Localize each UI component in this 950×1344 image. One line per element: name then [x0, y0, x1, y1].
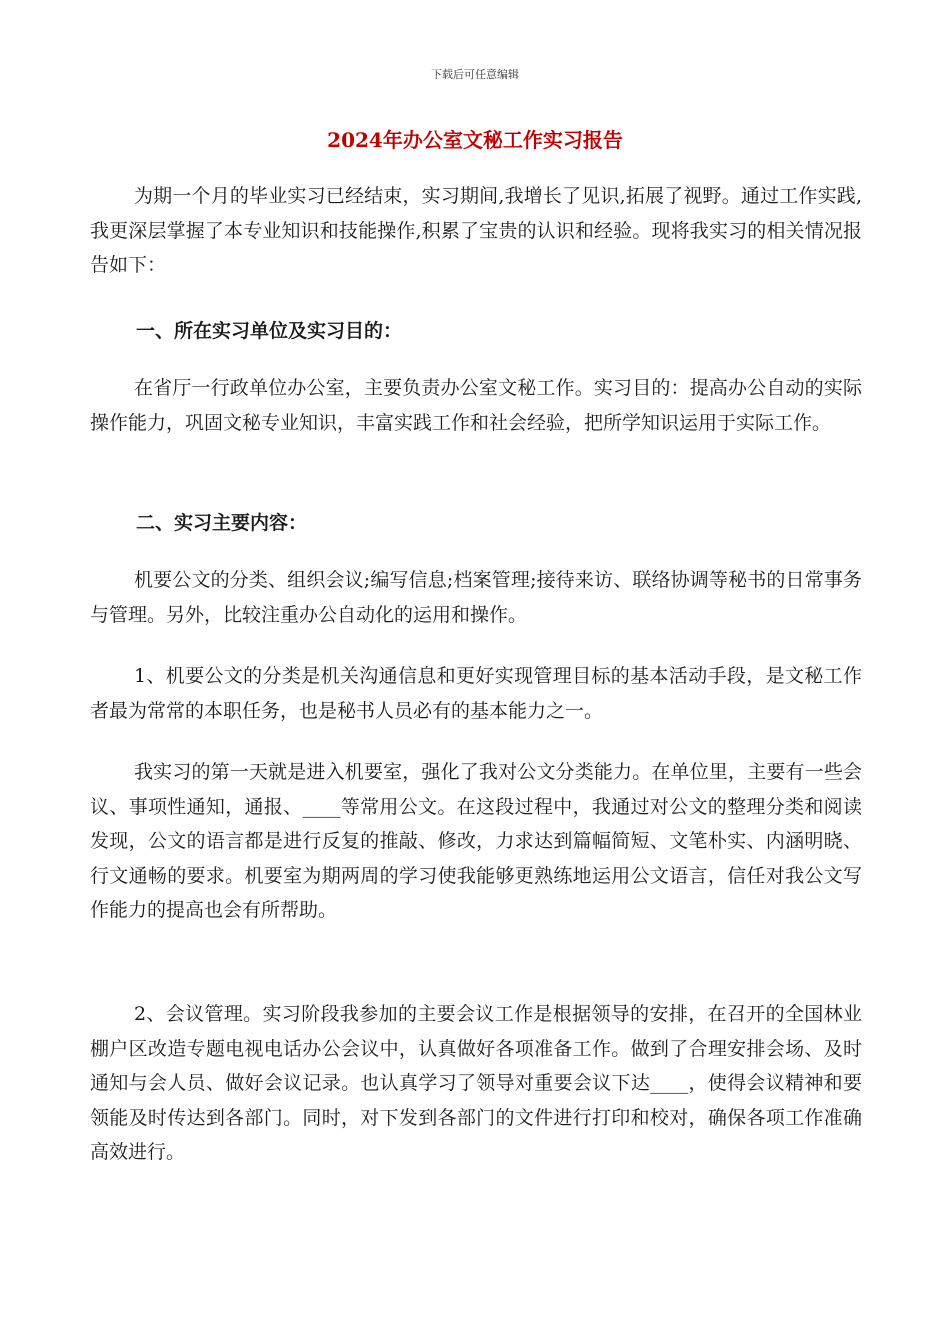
document-title: 2024年办公室文秘工作实习报告	[327, 128, 623, 152]
item2-paragraph	[90, 997, 862, 1170]
section2-text: 机要公文的分类、组织会议;编写信息;档案管理;接待来访、联络协调等秘书的日常事务与管理。另外，比较注重办公自动化的运用和操作。	[90, 569, 862, 626]
item2-text: 2、会议管理。实习阶段我参加的主要会议工作是根据领导的安排，在召开的全国林业棚户区改造专题电视电话办公会议中，认真做好各项准备工作。做到了合理安排会场、及时通知与会人员、做好会议记录。也认真学习了领导对重要会议下达____，使得会议精神和要领能及时传达到各部门。同时，对下发到各部门的文件进行打印和校对，确保各项工作准确高效进行。	[90, 1003, 862, 1163]
intro-text: 为期一个月的毕业实习已经结束，实习期间,我增长了见识,拓展了视野。通过工作实践,我更深层掌握了本专业知识和技能操作,积累了宝贵的认识和经验。现将我实习的相关情况报告如下：	[90, 185, 862, 276]
section2-heading: 二、实习主要内容：	[136, 512, 308, 534]
section1-heading: 一、所在实习单位及实习目的：	[136, 320, 403, 342]
page-header: 下载后可任意编辑	[431, 68, 519, 81]
item1-detail-paragraph	[90, 755, 862, 928]
section1-text: 在省厅一行政单位办公室，主要负责办公室文秘工作。实习目的：提高办公自动的实际操作能力，巩固文秘专业知识，丰富实践工作和社会经验，把所学知识运用于实际工作。	[90, 377, 862, 434]
item1-paragraph	[90, 659, 862, 728]
item1-text: 1、机要公文的分类是机关沟通信息和更好实现管理目标的基本活动手段，是文秘工作者最为常常的本职任务，也是秘书人员必有的基本能力之一。	[90, 665, 862, 722]
section2-paragraph	[90, 563, 862, 632]
section1-paragraph	[90, 371, 862, 440]
intro-paragraph	[90, 179, 862, 283]
item1-detail-text: 我实习的第一天就是进入机要室，强化了我对公文分类能力。在单位里，主要有一些会议、事项性通知，通报、____等常用公文。在这段过程中，我通过对公文的整理分类和阅读发现，公文的语言都是进行反复的推敲、修改，力求达到篇幅简短、文笔朴实、内涵明晓、行文通畅的要求。机要室为期两周的学习使我能够更熟练地运用公文语言，信任对我公文写作能力的提高也会有所帮助。	[90, 761, 862, 921]
